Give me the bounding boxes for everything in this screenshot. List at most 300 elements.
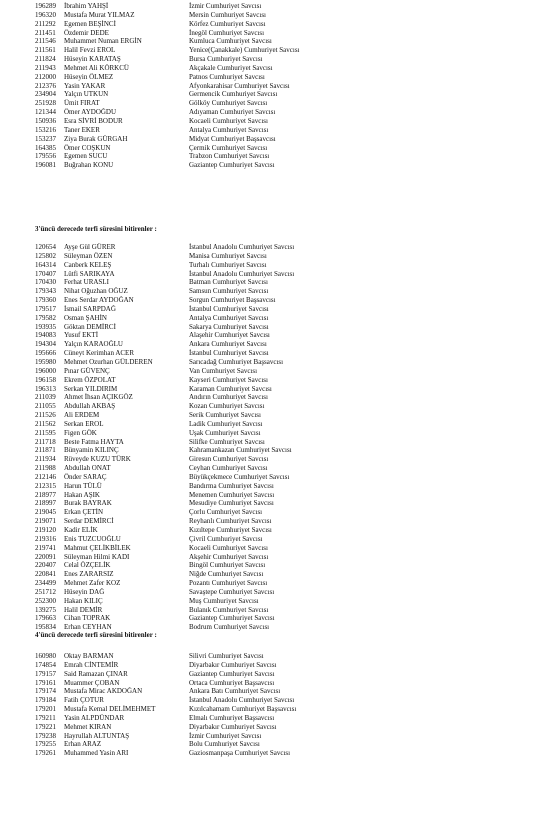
registry-number: 211451 [35, 28, 56, 37]
office-title: Ladik Cumhuriyet Savcısı [189, 419, 263, 428]
list-row [0, 499, 533, 508]
registry-number: 211546 [35, 37, 56, 46]
person-name: Figen GÖK [64, 428, 97, 437]
office-title: Kayseri Cumhuriyet Savcısı [189, 375, 268, 384]
office-title: İstanbul Anadolu Cumhuriyet Savcısı [189, 696, 295, 705]
office-title: Elmalı Cumhuriyet Başsavcısı [189, 713, 275, 722]
registry-number: 179556 [35, 152, 56, 161]
office-title: Van Cumhuriyet Savcısı [189, 366, 258, 375]
registry-number: 196313 [35, 384, 56, 393]
person-name: Mahmut ÇELİKBİLEK [64, 543, 131, 552]
office-title: Samsun Cumhuriyet Savcısı [189, 287, 269, 296]
person-name: Bünyamin KILINÇ [64, 446, 119, 455]
registry-number: 220841 [35, 570, 56, 579]
person-name: Hakan KILIÇ [64, 596, 103, 605]
registry-number: 211718 [35, 437, 56, 446]
registry-number: 179663 [35, 614, 56, 623]
list-row [0, 46, 533, 55]
registry-number: 252300 [35, 596, 56, 605]
office-title: Ortaca Cumhuriyet Başsavcısı [189, 678, 275, 687]
registry-number: 211526 [35, 411, 56, 420]
person-name: Serkan YILDIRIM [64, 384, 118, 393]
registry-number: 179157 [35, 669, 56, 678]
office-title: Diyarbakır Cumhuriyet Savcısı [189, 660, 277, 669]
list-row [0, 561, 533, 570]
person-name: Enes ZARARSIZ [64, 570, 114, 579]
registry-number: 179255 [35, 740, 56, 749]
registry-number: 179161 [35, 678, 56, 687]
office-title: Çermik Cumhuriyet Savcısı [189, 143, 268, 152]
list-row [0, 508, 533, 517]
person-name: Fatih ÇOTUR [64, 696, 104, 705]
list-row [0, 455, 533, 464]
list-row [0, 261, 533, 270]
office-title: Silivri Cumhuriyet Savcısı [189, 652, 264, 660]
registry-number: 179261 [35, 749, 56, 758]
registry-number: 220407 [35, 561, 56, 570]
list-row [0, 37, 533, 46]
list-row [0, 82, 533, 91]
office-title: Sorgun Cumhuriyet Başsavcısı [189, 296, 276, 305]
office-title: Kızılcahamam Cumhuriyet Başsavcısı [189, 705, 297, 714]
person-name: Önder SARAÇ [64, 472, 107, 481]
registry-number: 153237 [35, 134, 56, 143]
list-row [0, 570, 533, 579]
person-name: İbrahim YAHŞİ [64, 2, 109, 10]
registry-number: 234904 [35, 90, 56, 99]
registry-number: 211988 [35, 464, 56, 473]
registry-number: 170407 [35, 269, 56, 278]
office-title: Gaziosmanpaşa Cumhuriyet Savcısı [189, 749, 291, 758]
person-name: Celal ÖZÇELİK [64, 561, 111, 570]
person-name: Esra SİVRİ BODUR [64, 116, 123, 125]
person-name: Erkan ÇETİN [64, 508, 104, 517]
list-row [0, 482, 533, 491]
person-name: Mehmet Ali KÖRKCÜ [64, 63, 129, 72]
person-name: Cüneyt Kerimhan ACER [64, 349, 134, 358]
list-row [0, 90, 533, 99]
person-name: Harun TÜLÜ [64, 481, 102, 490]
office-title: Sakarya Cumhuriyet Savcısı [189, 322, 269, 331]
list-row [0, 553, 533, 562]
office-title: Kahramankazan Cumhuriyet Savcısı [189, 446, 292, 455]
registry-number: 179517 [35, 304, 56, 313]
list-row [0, 732, 533, 741]
person-name: Yasin ALPDÜNDAR [64, 713, 125, 722]
office-title: Kozan Cumhuriyet Savcısı [189, 402, 265, 411]
list-row [0, 517, 533, 526]
person-name: Mehmet Zafer KOZ [64, 579, 121, 588]
list-row [0, 687, 533, 696]
registry-number: 120654 [35, 243, 56, 251]
person-name: Hüseyin DAĞ [64, 587, 105, 596]
list-row [0, 243, 533, 252]
registry-number: 211292 [35, 19, 56, 28]
person-name: Mustafa Mirac AKDOĞAN [64, 687, 143, 696]
list-row [0, 305, 533, 314]
registry-number: 218997 [35, 499, 56, 508]
list-row [0, 126, 533, 135]
list-row [0, 579, 533, 588]
person-name: Halil DEMİR [64, 605, 103, 614]
list-row [0, 740, 533, 749]
office-title: Batman Cumhuriyet Savcısı [189, 278, 268, 287]
office-title: Afyonkarahisar Cumhuriyet Savcısı [189, 81, 290, 90]
registry-number: 212146 [35, 472, 56, 481]
registry-number: 251712 [35, 587, 56, 596]
registry-number: 160980 [35, 652, 56, 660]
list-row [0, 314, 533, 323]
registry-number: 139275 [35, 605, 56, 614]
office-title: Yenice(Çanakkale) Cumhuriyet Savcısı [189, 46, 300, 55]
person-name: Muhammet Numan ERGİN [64, 37, 142, 46]
person-name: Ali ERDEM [64, 411, 100, 420]
office-title: Çorlu Cumhuriyet Savcısı [189, 508, 263, 517]
list-row [0, 614, 533, 623]
person-name: Yusuf EKTİ [64, 331, 99, 340]
registry-number: 194083 [35, 331, 56, 340]
registry-number: 170430 [35, 278, 56, 287]
office-title: Antalya Cumhuriyet Savcısı [189, 313, 269, 322]
registry-number: 211039 [35, 393, 56, 402]
office-title: Reyhanlı Cumhuriyet Savcısı [189, 517, 272, 526]
office-title: Mersin Cumhuriyet Savcısı [189, 10, 266, 19]
office-title: Silifke Cumhuriyet Savcısı [189, 437, 265, 446]
list-row [0, 73, 533, 82]
person-name: Hakan AŞIK [64, 490, 100, 499]
person-name: Osman ŞAHİN [64, 313, 107, 322]
person-name: Erhan CEYHAN [64, 623, 112, 632]
list-row [0, 544, 533, 553]
person-name: Emrah CİNTEMİR [64, 660, 119, 669]
office-title: Midyat Cumhuriyet Başsavcısı [189, 134, 276, 143]
registry-number: 179221 [35, 722, 56, 731]
list-row [0, 679, 533, 688]
person-name: Burak BAYRAK [64, 499, 112, 508]
office-title: Ankara Cumhuriyet Savcısı [189, 340, 267, 349]
registry-number: 121344 [35, 108, 56, 117]
section-1-list [0, 2, 533, 170]
office-title: Niğde Cumhuriyet Savcısı [189, 570, 264, 579]
person-name: Abdullah ONAT [64, 464, 111, 473]
registry-number: 179211 [35, 713, 56, 722]
list-row [0, 278, 533, 287]
list-row [0, 652, 533, 661]
office-title: Trabzon Cumhuriyet Savcısı [189, 152, 270, 161]
office-title: Gaziantep Cumhuriyet Savcısı [189, 614, 275, 623]
registry-number: 195666 [35, 349, 56, 358]
person-name: Ömer COŞKUN [64, 143, 111, 152]
person-name: Enis TUZCUOĞLU [64, 534, 121, 543]
person-name: İsmail SARPDAĞ [64, 304, 116, 313]
office-title: Andırın Cumhuriyet Savcısı [189, 393, 268, 402]
office-title: Menemen Cumhuriyet Savcısı [189, 490, 275, 499]
office-title: Alaşehir Cumhuriyet Savcısı [189, 331, 270, 340]
person-name: Egemen BEŞİNCİ [64, 19, 116, 28]
registry-number: 220091 [35, 552, 56, 561]
list-row [0, 473, 533, 482]
list-row [0, 117, 533, 126]
registry-number: 211871 [35, 446, 56, 455]
person-name: Rüveyde KUZU TÜRK [64, 455, 131, 464]
list-row [0, 411, 533, 420]
list-row [0, 20, 533, 29]
list-row [0, 385, 533, 394]
person-name: Serdar DEMİRCİ [64, 517, 114, 526]
office-title: Muş Cumhuriyet Savcısı [189, 596, 259, 605]
person-name: Halil Fevzi EROL [64, 46, 116, 55]
registry-number: 219120 [35, 526, 56, 534]
list-row [0, 11, 533, 20]
registry-number: 196320 [35, 10, 56, 19]
office-title: Ceyhan Cumhuriyet Savcısı [189, 464, 268, 473]
registry-number: 179184 [35, 696, 56, 705]
office-title: Antalya Cumhuriyet Savcısı [189, 125, 269, 134]
list-row [0, 161, 533, 170]
registry-number: 196158 [35, 375, 56, 384]
list-row [0, 270, 533, 279]
person-name: Göktan DEMİRCİ [64, 322, 116, 331]
office-title: Diyarbakır Cumhuriyet Savcısı [189, 722, 277, 731]
person-name: Egemen SUCU [64, 152, 108, 161]
office-title: Çivril Cumhuriyet Savcısı [189, 534, 263, 543]
list-row [0, 376, 533, 385]
person-name: Süleyman ÖZEN [64, 251, 113, 260]
office-title: Kızıltepe Cumhuriyet Savcısı [189, 526, 272, 534]
person-name: Enes Serdar AYDOĞAN [64, 296, 134, 305]
office-title: Turhalı Cumhuriyet Savcısı [189, 260, 267, 269]
list-row [0, 705, 533, 714]
office-title: Kocaeli Cumhuriyet Savcısı [189, 543, 268, 552]
office-title: Bursa Cumhuriyet Savcısı [189, 55, 263, 64]
list-row [0, 491, 533, 500]
registry-number: 251928 [35, 99, 56, 108]
person-name: Erhan ARAZ [64, 740, 102, 749]
list-row [0, 661, 533, 670]
person-name: Yalçın UTKUN [64, 90, 109, 99]
registry-number: 196000 [35, 366, 56, 375]
person-name: Lütfi SARIKAYA [64, 269, 115, 278]
registry-number: 164314 [35, 260, 56, 269]
registry-number: 196081 [35, 161, 56, 170]
person-name: Hüseyin KARATAŞ [64, 55, 121, 64]
person-name: Ümit FIRAT [64, 99, 100, 108]
list-row [0, 252, 533, 261]
list-row [0, 144, 533, 153]
person-name: Hüseyin ÖLMEZ [64, 72, 114, 81]
office-title: İstanbul Cumhuriyet Savcısı [189, 304, 269, 313]
registry-number: 219045 [35, 508, 56, 517]
person-name: Süleyman Hilmi KADI [64, 552, 130, 561]
list-row [0, 340, 533, 349]
office-title: Gaziantep Cumhuriyet Savcısı [189, 669, 275, 678]
person-name: Ömer AYDOĞDU [64, 108, 117, 117]
office-title: Bolu Cumhuriyet Savcısı [189, 740, 260, 749]
person-name: Beste Fatma HAYTA [64, 437, 124, 446]
office-title: Karaman Cumhuriyet Savcısı [189, 384, 272, 393]
office-title: Uşak Cumhuriyet Savcısı [189, 428, 261, 437]
registry-number: 150936 [35, 116, 56, 125]
person-name: Ekrem ÖZPOLAT [64, 375, 116, 384]
person-name: Oktay BARMAN [64, 652, 114, 660]
list-row [0, 670, 533, 679]
office-title: İzmir Cumhuriyet Savcısı [189, 731, 262, 740]
person-name: Mehmet Ozurhan GÜLDEREN [64, 357, 153, 366]
list-row [0, 714, 533, 723]
registry-number: 125802 [35, 251, 56, 260]
person-name: Özdemir DEDE [64, 28, 109, 37]
office-title: İstanbul Anadolu Cumhuriyet Savcısı [189, 243, 295, 251]
person-name: Kadir ELİK [64, 526, 98, 534]
person-name: Pınar GÜVENÇ [64, 366, 110, 375]
list-row [0, 323, 533, 332]
list-row [0, 526, 533, 535]
list-row [0, 135, 533, 144]
office-title: Akçakale Cumhuriyet Savcısı [189, 63, 273, 72]
list-row [0, 597, 533, 606]
list-row [0, 393, 533, 402]
registry-number: 219071 [35, 517, 56, 526]
registry-number: 193935 [35, 322, 56, 331]
office-title: Büyükçekmece Cumhuriyet Savcısı [189, 472, 290, 481]
office-title: İstanbul Anadolu Cumhuriyet Savcısı [189, 269, 295, 278]
person-name: Said Ramazan ÇINAR [64, 669, 128, 678]
person-name: Abdullah AKBAŞ [64, 402, 116, 411]
list-row [0, 749, 533, 758]
registry-number: 179582 [35, 313, 56, 322]
office-title: Savaştepe Cumhuriyet Savcısı [189, 587, 275, 596]
office-title: Germencik Cumhuriyet Savcısı [189, 90, 278, 99]
registry-number: 211055 [35, 402, 56, 411]
person-name: Ayşe Gül GÜRER [64, 243, 116, 251]
registry-number: 195980 [35, 357, 56, 366]
office-title: Kocaeli Cumhuriyet Savcısı [189, 116, 268, 125]
office-title: Serik Cumhuriyet Savcısı [189, 411, 261, 420]
person-name: Taner EKER [64, 125, 100, 134]
list-row [0, 464, 533, 473]
list-row [0, 429, 533, 438]
registry-number: 164385 [35, 143, 56, 152]
office-title: Körfez Cumhuriyet Savcısı [189, 19, 266, 28]
person-name: Yasin YAKAR [64, 81, 106, 90]
office-title: İstanbul Cumhuriyet Savcısı [189, 349, 269, 358]
office-title: Bodrum Cumhuriyet Savcısı [189, 623, 270, 632]
office-title: Sarıcadağ Cumhuriyet Başsavcısı [189, 357, 284, 366]
list-row [0, 349, 533, 358]
registry-number: 194304 [35, 340, 56, 349]
office-title: İzmir Cumhuriyet Savcısı [189, 2, 262, 10]
office-title: Patnos Cumhuriyet Savcısı [189, 72, 265, 81]
list-row [0, 367, 533, 376]
list-row [0, 402, 533, 411]
registry-number: 211561 [35, 46, 56, 55]
registry-number: 179343 [35, 287, 56, 296]
list-row [0, 358, 533, 367]
list-row [0, 108, 533, 117]
office-title: Gölköy Cumhuriyet Savcısı [189, 99, 268, 108]
person-name: Ferhat URASLI [64, 278, 109, 287]
list-row [0, 296, 533, 305]
section-3-list [0, 652, 533, 758]
person-name: Mustafa Murat YILMAZ [64, 10, 135, 19]
registry-number: 211595 [35, 428, 56, 437]
office-title: Kumluca Cumhuriyet Savcısı [189, 37, 272, 46]
person-name: Muhammed Yasin ARI [64, 749, 129, 758]
registry-number: 179174 [35, 687, 56, 696]
office-title: Gaziantep Cumhuriyet Savcısı [189, 161, 275, 170]
list-row [0, 420, 533, 429]
registry-number: 211943 [35, 63, 56, 72]
section-3-heading: 4'üncü derecede terfi süresini bitirenler : [35, 631, 157, 639]
list-row [0, 55, 533, 64]
registry-number: 219316 [35, 534, 56, 543]
registry-number: 212315 [35, 481, 56, 490]
office-title: Bulanık Cumhuriyet Savcısı [189, 605, 269, 614]
list-row [0, 438, 533, 447]
registry-number: 153216 [35, 125, 56, 134]
registry-number: 179238 [35, 731, 56, 740]
office-title: Manisa Cumhuriyet Savcısı [189, 251, 267, 260]
registry-number: 196289 [35, 2, 56, 10]
section-2-list [0, 243, 533, 632]
person-name: Ziya Burak GÜRGAH [64, 134, 128, 143]
office-title: Adıyaman Cumhuriyet Savcısı [189, 108, 276, 117]
list-row [0, 723, 533, 732]
person-name: Ahmet İhsan AÇIKGÖZ [64, 393, 133, 402]
list-row [0, 287, 533, 296]
office-title: Pozantı Cumhuriyet Savcısı [189, 579, 268, 588]
registry-number: 234499 [35, 579, 56, 588]
person-name: Serkan EROL [64, 419, 104, 428]
office-title: Ankara Batı Cumhuriyet Savcısı [189, 687, 281, 696]
person-name: Cihan TOPRAK [64, 614, 111, 623]
registry-number: 212000 [35, 72, 56, 81]
list-row [0, 535, 533, 544]
list-row [0, 588, 533, 597]
person-name: Hayrullah ALTUNTAŞ [64, 731, 130, 740]
list-row [0, 2, 533, 11]
list-row [0, 331, 533, 340]
person-name: Nihat Oğuzhan OĞUZ [64, 287, 128, 296]
person-name: Yalçın KARAOĞLU [64, 340, 123, 349]
registry-number: 219741 [35, 543, 56, 552]
list-row [0, 446, 533, 455]
registry-number: 179360 [35, 296, 56, 305]
list-row [0, 696, 533, 705]
person-name: Muammer ÇOBAN [64, 678, 120, 687]
list-row [0, 64, 533, 73]
list-row [0, 99, 533, 108]
list-row [0, 606, 533, 615]
office-title: Akşehir Cumhuriyet Savcısı [189, 552, 269, 561]
office-title: Bandırma Cumhuriyet Savcısı [189, 481, 274, 490]
office-title: Giresun Cumhuriyet Savcısı [189, 455, 269, 464]
list-row [0, 152, 533, 161]
registry-number: 211934 [35, 455, 56, 464]
registry-number: 211562 [35, 419, 56, 428]
registry-number: 195834 [35, 623, 56, 632]
registry-number: 211824 [35, 55, 56, 64]
registry-number: 179201 [35, 705, 56, 714]
list-row [0, 29, 533, 38]
section-2-heading: 3'üncü derecede terfi süresini bitirenler : [35, 225, 157, 233]
person-name: Canberk KELEŞ [64, 260, 112, 269]
registry-number: 212376 [35, 81, 56, 90]
registry-number: 218977 [35, 490, 56, 499]
office-title: İnegöl Cumhuriyet Savcısı [189, 28, 265, 37]
person-name: Buğrahan KONU [64, 161, 114, 170]
office-title: Mesudiye Cumhuriyet Savcısı [189, 499, 274, 508]
